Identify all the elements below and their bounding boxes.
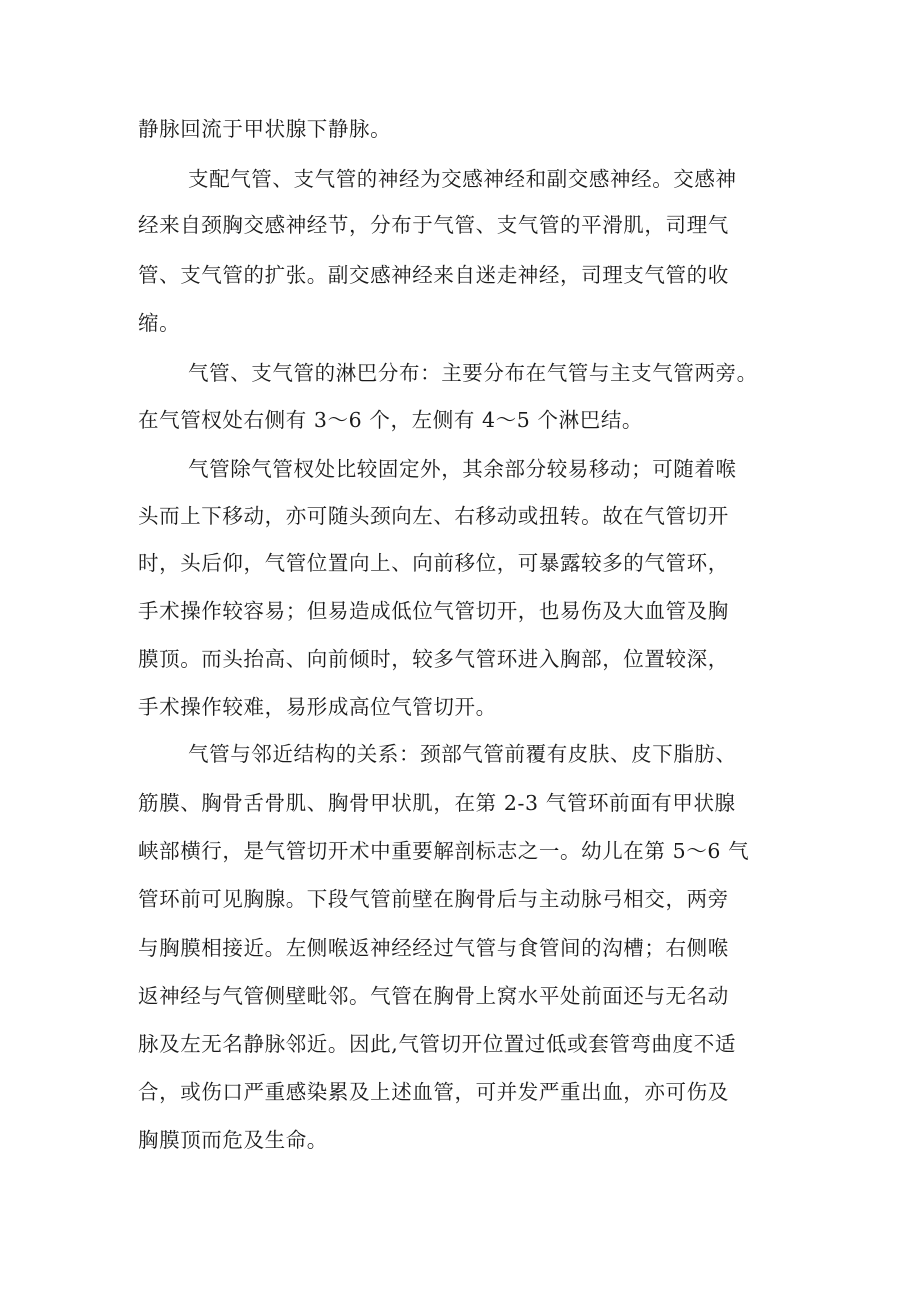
text-line: 缩。	[138, 311, 181, 335]
text-line: 管环前可见胸腺。下段气管前壁在胸骨后与主动脉弓相交，两旁	[138, 887, 729, 911]
text-line: 膜顶。而头抬高、向前倾时，较多气管环进入胸部，位置较深，	[138, 647, 729, 671]
text-line: 在气管杈处右侧有 3～6 个，左侧有 4～5 个淋巴结。	[138, 408, 644, 432]
paragraph-first-line: 气管与邻近结构的关系：颈部气管前覆有皮肤、皮下脂肪、	[188, 742, 737, 766]
text-line: 经来自颈胸交感神经节，分布于气管、支气管的平滑肌，司理气	[138, 213, 729, 237]
text-line: 手术操作较难，易形成高位气管切开。	[138, 695, 497, 719]
text-line: 静脉回流于甲状腺下静脉。	[138, 117, 392, 141]
text-line: 合，或伤口严重感染累及上述血管，可并发严重出血，亦可伤及	[138, 1080, 729, 1104]
paragraph-first-line: 气管、支气管的淋巴分布：主要分布在气管与主支气管两旁。	[188, 361, 758, 385]
text-line: 管、支气管的扩张。副交感神经来自迷走神经，司理支气管的收	[138, 263, 729, 287]
text-line: 与胸膜相接近。左侧喉返神经经过气管与食管间的沟槽；右侧喉	[138, 936, 729, 960]
text-line: 筋膜、胸骨舌骨肌、胸骨甲状肌，在第 2-3 气管环前面有甲状腺	[138, 791, 736, 815]
text-line: 头而上下移动，亦可随头颈向左、右移动或扭转。故在气管切开	[138, 504, 729, 528]
text-line: 时，头后仰，气管位置向上、向前移位，可暴露较多的气管环，	[138, 551, 729, 575]
text-line: 峡部横行，是气管切开术中重要解剖标志之一。幼儿在第 5～6 气	[138, 839, 750, 863]
text-line: 脉及左无名静脉邻近。因此,气管切开位置过低或套管弯曲度不适	[138, 1032, 736, 1056]
text-line: 手术操作较容易；但易造成低位气管切开，也易伤及大血管及胸	[138, 599, 729, 623]
text-line: 返神经与气管侧壁毗邻。气管在胸骨上窝水平处前面还与无名动	[138, 984, 729, 1008]
paragraph-first-line: 气管除气管杈处比较固定外，其余部分较易移动；可随着喉	[188, 457, 737, 481]
text-line: 胸膜顶而危及生命。	[138, 1128, 328, 1152]
paragraph-first-line: 支配气管、支气管的神经为交感神经和副交感神经。交感神	[188, 167, 737, 191]
